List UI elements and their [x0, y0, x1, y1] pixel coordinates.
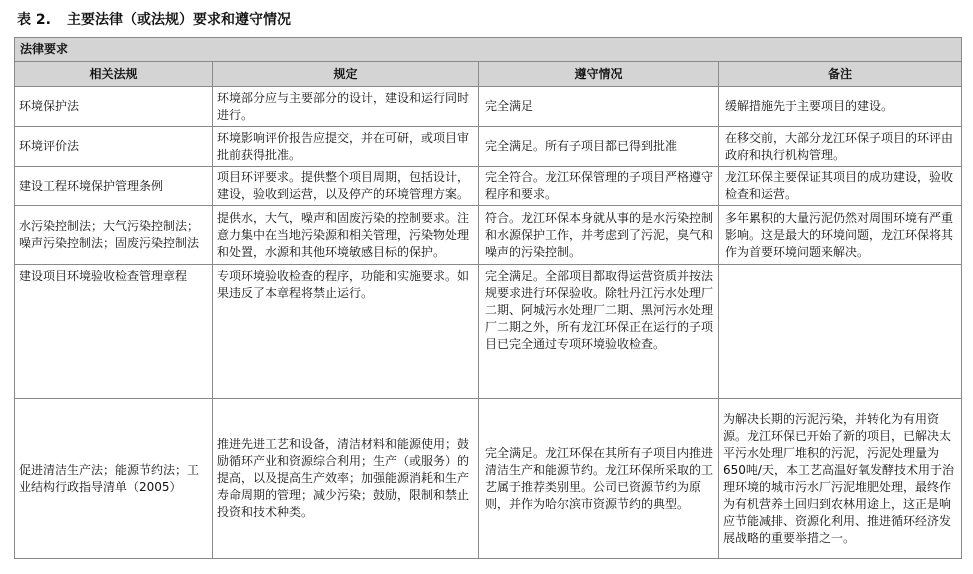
cell-provision: 环境影响评价报告应提交，并在可研，或项目审批前获得批准。 — [213, 127, 479, 167]
cell-remarks: 龙江环保主要保证其项目的成功建设，验收检查和运营。 — [719, 167, 962, 206]
cell-provision: 提供水，大气，噪声和固废污染的控制要求。注意力集中在当地污染源和相关管理，污染物处理和处置，水源和其他环境敏感目标的保护。 — [213, 206, 479, 265]
cell-compliance: 完全满足 — [479, 87, 719, 127]
cell-remarks: 多年累积的大量污泥仍然对周围环境有严重影响。这是最大的环境问题，龙江环保将其作为首要环境问题来解决。 — [719, 206, 962, 265]
header-compliance: 遵守情况 — [479, 62, 719, 87]
table-row — [15, 87, 962, 127]
cell-remarks — [719, 265, 962, 399]
table-caption — [17, 9, 291, 29]
cell-compliance: 完全满足。全部项目都取得运营资质并按法规要求进行环保验收。除牡丹江污水处理厂二期、阿城污水处理厂二期、黑河污水处理厂二期之外，所有龙江环保正在运行的子项目已完全通过专项环境验收检查。 — [479, 265, 719, 399]
cell-provision: 专项环境验收检查的程序，功能和实施要求。如果违反了本章程将禁止运行。 — [213, 265, 479, 399]
cell-compliance: 完全满足。龙江环保在其所有子项目内推进清洁生产和能源节约。龙江环保所采取的工艺属于推荐类别里。公司已资源节约为原则，并作为哈尔滨市资源节约的典型。 — [479, 399, 719, 559]
table-row — [15, 127, 962, 167]
cell-regulation: 环境评价法 — [15, 127, 213, 167]
cell-remarks: 为解决长期的污泥污染，并转化为有用资源。龙江环保已开始了新的项目，已解决太平污水处理厂堆积的污泥，污泥处理量为650吨/天，本工艺高温好氧发酵技术用于治理环境的城市污水厂污泥堆肥处理，最终作为有机营养土回归到农林用途上，这正是响应节能减排、资源化利用、推进循环经济发展战略的重要举措之一。 — [719, 399, 962, 559]
cell-compliance: 完全符合。龙江环保管理的子项目严格遵守程序和要求。 — [479, 167, 719, 206]
table-row — [15, 399, 962, 559]
table-row — [15, 167, 962, 206]
cell-provision: 环境部分应与主要部分的设计，建设和运行同时进行。 — [213, 87, 479, 127]
header-row — [15, 62, 962, 87]
cell-provision: 推进先进工艺和设备，清洁材料和能源使用；鼓励循环产业和资源综合利用；生产（或服务）的提高，以及提高生产效率；加强能源消耗和生产寿命周期的管理；减少污染；鼓励，限制和禁止投资和技术种类。 — [213, 399, 479, 559]
table-number: 表 2. — [17, 12, 51, 28]
cell-regulation: 环境保护法 — [15, 87, 213, 127]
table-row — [15, 265, 962, 399]
cell-regulation: 建设项目环境验收检查管理章程 — [15, 265, 213, 399]
cell-compliance: 符合。龙江环保本身就从事的是水污染控制和水源保护工作，并考虑到了污泥，臭气和噪声的污染控制。 — [479, 206, 719, 265]
cell-regulation: 建设工程环境保护管理条例 — [15, 167, 213, 206]
header-remarks: 备注 — [719, 62, 962, 87]
header-provision: 规定 — [213, 62, 479, 87]
section-title: 法律要求 — [15, 38, 962, 62]
cell-remarks: 缓解措施先于主要项目的建设。 — [719, 87, 962, 127]
cell-regulation: 水污染控制法；大气污染控制法；噪声污染控制法；固废污染控制法 — [15, 206, 213, 265]
header-regulation: 相关法规 — [15, 62, 213, 87]
cell-regulation: 促进清洁生产法；能源节约法；工业结构行政指导清单（2005） — [15, 399, 213, 559]
law-requirements-table — [14, 37, 962, 559]
section-row — [15, 38, 962, 62]
cell-compliance: 完全满足。所有子项目都已得到批准 — [479, 127, 719, 167]
table-row — [15, 206, 962, 265]
cell-provision: 项目环评要求。提供整个项目周期，包括设计，建设，验收到运营，以及停产的环境管理方案。 — [213, 167, 479, 206]
table-title: 主要法律（或法规）要求和遵守情况 — [67, 12, 291, 28]
cell-remarks: 在移交前，大部分龙江环保子项目的环评由政府和执行机构管理。 — [719, 127, 962, 167]
